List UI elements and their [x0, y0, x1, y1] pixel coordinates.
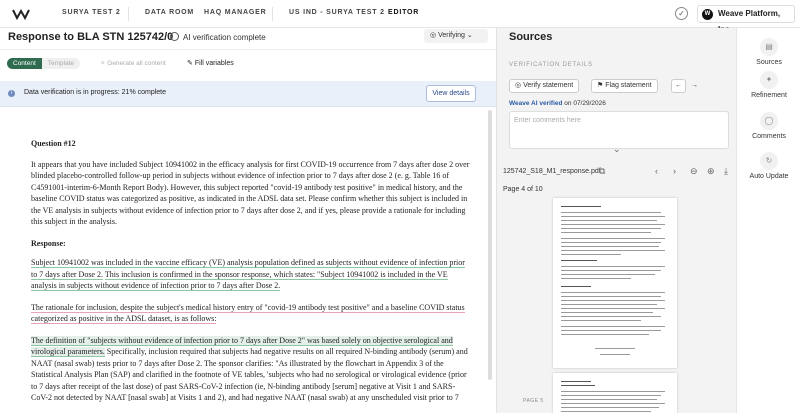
statement[interactable]: Specifically, inclusion required that subjects had negative results on all required N-binding antibody (serum) and NAAT (nasal swab) tests prior to 7 days after Dose 2. The sponsor clarifies: "As illustrated by the flowchart in Appendix 3 of the Statistical Analysis Plan (SAP) and clarified in the footnote of VE tables, 'subjects who had no serological or virological evidence (prior to 7 days after receipt of the last dose) of past SARS-CoV-2 infection (ie, N-binding antibody [serum] negative at Visit 1 and SARS-CoV-2 not detected by NAAT [nasal swab] at Visits 1 and 2), and had negative NAAT (nasal swab) at any unscheduled visit prior to 7 — [31, 347, 468, 402]
info-icon: i — [8, 90, 15, 97]
banner-text: Data verification is in progress: 21% complete — [24, 89, 167, 96]
verify-statement-label: Verify statement — [523, 82, 574, 89]
sources-title: Sources — [509, 31, 553, 43]
rail-sources-label: Sources — [756, 59, 782, 66]
sources-panel — [496, 28, 736, 413]
ai-verified-date: on 07/29/2026 — [562, 100, 606, 107]
rail-auto-update[interactable] — [737, 152, 800, 180]
flag-statement-button[interactable]: ⚑ Flag statement — [591, 79, 658, 93]
divider — [0, 49, 496, 50]
right-rail — [736, 28, 800, 413]
generate-all-button[interactable]: ✧ Generate all content — [100, 60, 166, 67]
pdf-page[interactable] — [553, 373, 677, 413]
rail-auto-update-label: Auto Update — [749, 173, 789, 180]
rail-sources[interactable] — [737, 38, 800, 66]
question-heading: Question #12 — [31, 139, 76, 148]
sparkle-icon — [170, 32, 179, 41]
nav-divider — [272, 7, 273, 21]
sparkle-icon: ✦ — [760, 71, 778, 89]
next-arrow-icon[interactable]: → — [691, 82, 698, 89]
verification-details-label: VERIFICATION DETAILS — [509, 62, 593, 68]
verify-statement-button[interactable]: ◎ Verify statement — [509, 79, 579, 93]
fill-variables-label: Fill variables — [194, 60, 234, 67]
content-template-tabs — [7, 58, 80, 69]
nav-divider — [128, 7, 129, 21]
verification-banner — [0, 81, 496, 107]
ai-verification-status — [170, 32, 266, 42]
view-details-button[interactable]: View details — [426, 85, 476, 102]
nav-data-room[interactable]: DATA ROOM — [145, 9, 195, 16]
pdf-page[interactable] — [553, 198, 677, 368]
chevron-right-icon[interactable]: › — [673, 166, 676, 176]
ai-status-text: AI verification complete — [183, 33, 266, 42]
document-icon: ▤ — [760, 38, 778, 56]
question-text: It appears that you have included Subject 10941002 in the efficacy analysis for first COVID-19 occurrence from 7 days after dose 2 over blinded placebo-controlled follow-up period in subjects without evidence of infection prior to 7 days after dose 2 (e. g. Table 16 of C4591001-interim-6-Month Report Body). However, this subject reported "covid-19 antibody test positive" in medical history, and the baseline COVID status was categorized as positive, as indicated in the ADSL data set. Please confirm whether this subject is included in the VE analysis in subjects without evidence of infection prior to 7 days after dose 2, and if yes, please provide a rationale for including this subject in the analysis. — [31, 159, 470, 226]
generate-all-label: Generate all content — [107, 60, 166, 67]
response-paragraph-3[interactable] — [31, 335, 471, 404]
rail-comments-label: Comments — [752, 133, 786, 140]
nav-editor[interactable]: EDITOR — [388, 9, 420, 16]
comment-icon: ◯ — [760, 112, 778, 130]
top-bar — [0, 0, 800, 28]
org-logo-icon: W — [702, 9, 713, 20]
document-body[interactable] — [31, 138, 471, 413]
prev-arrow-icon[interactable]: ← — [671, 79, 686, 93]
zoom-in-icon[interactable]: ⊕ — [707, 166, 715, 176]
org-switcher[interactable] — [697, 5, 795, 23]
tab-template[interactable]: Template — [42, 58, 80, 69]
nav-haq-manager[interactable]: HAQ MANAGER — [204, 9, 267, 16]
flagged-statement[interactable]: The rationale for inclusion, despite the subject's medical history entry of "covid-19 antibody test positive" and a baseline COVID status categorized as positive in the ADSL dataset, is as follows: — [31, 302, 465, 323]
nav-project[interactable]: SURYA TEST 2 — [62, 9, 121, 16]
refresh-icon: ↻ — [760, 152, 778, 170]
verifying-label: Verifying — [438, 32, 465, 39]
flag-statement-label: Flag statement — [605, 82, 652, 89]
chevron-down-icon[interactable]: ⌄ — [613, 144, 621, 154]
zoom-out-icon[interactable]: ⊖ — [690, 166, 698, 176]
comments-input[interactable]: Enter comments here — [509, 111, 729, 149]
chevron-left-icon[interactable]: ‹ — [655, 166, 658, 176]
rail-refinement[interactable] — [737, 71, 800, 99]
download-icon[interactable]: ⤓ — [724, 166, 728, 176]
nav-context[interactable]: US IND - SURYA TEST 2 — [289, 9, 385, 16]
response-paragraph-2[interactable] — [31, 302, 471, 325]
rail-refinement-label: Refinement — [751, 92, 787, 99]
editor-pane — [0, 28, 496, 413]
verified-statement[interactable]: This inclusion is confirmed in the sponsor response, which states: "Subject 10941002 is included in the VE analysis in subjects without evidence of infection prior to 7 days after Dose 2. — [31, 269, 448, 290]
ai-verified-note — [509, 100, 606, 107]
verified-statement[interactable]: Subject 10941002 was included in the vaccine efficacy (VE) analysis population defined as subjects without evidence of infection prior to 7 days after Dose 2. — [31, 258, 465, 279]
pdf-filename[interactable]: 125742_S18_M1_response.pdf — [503, 168, 601, 175]
verifying-button[interactable]: ◎ Verifying ⌄ — [424, 29, 488, 43]
ai-verified-label: Weave AI verified — [509, 100, 563, 107]
selected-statement[interactable]: The definition of "subjects without evidence of infection prior to 7 days after Dose 2" was based solely on objective serological and virological parameters. — [31, 335, 453, 356]
response-heading: Response: — [31, 238, 66, 248]
page-title: Response to BLA STN 125742/0 — [8, 31, 174, 43]
org-name: Weave Platform, — [718, 9, 781, 18]
fill-variables-button[interactable]: ✎ Fill variables — [187, 60, 234, 67]
weave-logo-icon[interactable] — [12, 6, 34, 22]
external-link-icon[interactable]: ⧉ — [599, 166, 606, 176]
check-circle-icon[interactable]: ✓ — [675, 7, 688, 20]
page-footer-label: PAGE 5 — [523, 398, 544, 404]
editor-scrollbar[interactable] — [488, 110, 492, 380]
response-paragraph-1[interactable] — [31, 257, 471, 292]
rail-comments[interactable] — [737, 112, 800, 140]
tab-content[interactable]: Content — [7, 58, 42, 69]
page-indicator: Page 4 of 10 — [503, 186, 543, 193]
